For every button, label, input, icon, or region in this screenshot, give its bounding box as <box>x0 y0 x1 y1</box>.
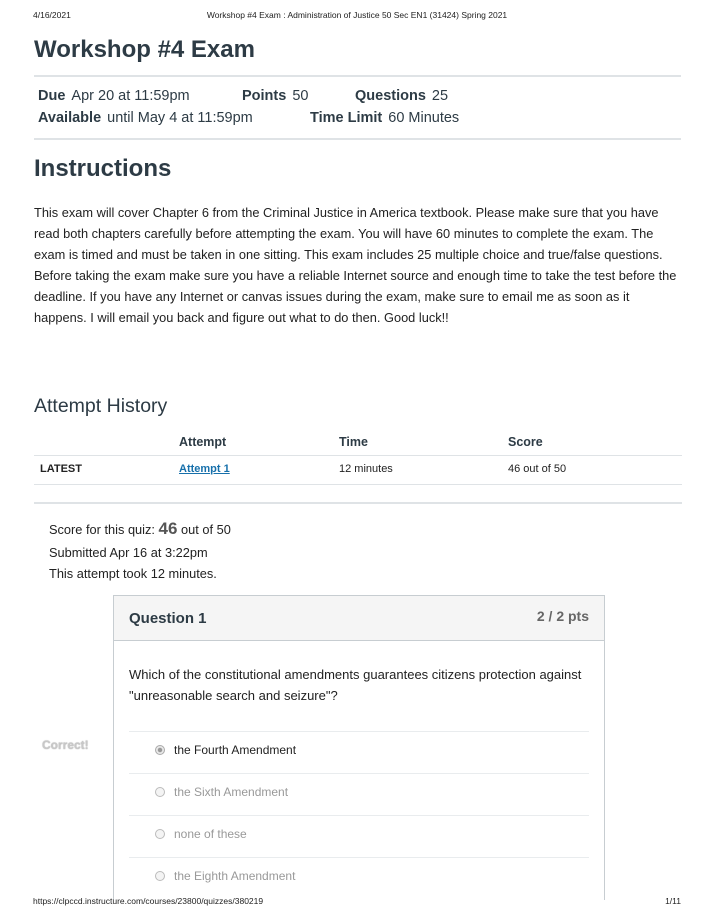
answer-divider <box>129 731 589 732</box>
radio-button[interactable] <box>155 787 165 797</box>
answer-divider <box>129 857 589 858</box>
answer-option <box>129 731 589 771</box>
time-limit-label: Time Limit <box>310 110 383 126</box>
points-value: 50 <box>292 88 309 104</box>
time-limit-value: 60 Minutes <box>388 110 460 126</box>
available-value: until May 4 at 11:59pm <box>107 110 253 126</box>
answer-option <box>129 815 589 855</box>
quiz-score <box>49 519 231 539</box>
answer-text: the Sixth Amendment <box>174 785 289 799</box>
question-title: Question 1 <box>129 610 207 627</box>
available-label: Available <box>38 110 102 126</box>
instructions-title: Instructions <box>34 155 172 182</box>
print-document-title: Workshop #4 Exam : Administration of Justice 50 Sec EN1 (31424) Spring 2021 <box>206 10 508 20</box>
points-label: Points <box>242 88 287 104</box>
score-suffix: out of 50 <box>181 522 231 537</box>
answer-text: the Eighth Amendment <box>174 869 296 883</box>
time-limit-info <box>310 110 459 126</box>
attempt-history-title: Attempt History <box>34 395 168 417</box>
question-card <box>113 595 605 900</box>
attempt-time: 12 minutes <box>339 463 393 475</box>
radio-button[interactable] <box>155 829 165 839</box>
score-prefix: Score for this quiz: <box>49 522 155 537</box>
question-text: Which of the constitutional amendments guarantees citizens protection against "unreasonable search and seizure"? <box>129 667 582 703</box>
points-info <box>242 88 308 104</box>
print-date: 4/16/2021 <box>33 10 71 20</box>
questions-value: 25 <box>431 88 449 104</box>
page-title: Workshop #4 Exam <box>34 36 255 63</box>
table-divider <box>34 484 682 485</box>
attempt-1-link[interactable]: Attempt 1 <box>179 463 230 475</box>
answer-text: none of these <box>174 827 247 841</box>
column-header-time: Time <box>339 435 368 449</box>
print-url: https://clpccd.instructure.com/courses/23800/quizzes/380219 <box>33 896 264 906</box>
answer-text: the Fourth Amendment <box>174 743 297 757</box>
due-value: Apr 20 at 11:59pm <box>71 88 190 104</box>
answer-option <box>129 773 589 813</box>
column-header-score: Score <box>508 435 543 449</box>
available-info <box>38 110 253 126</box>
score-value: 46 <box>158 519 178 538</box>
answer-divider <box>129 815 589 816</box>
questions-info <box>355 88 448 104</box>
attempt-score: 46 out of 50 <box>508 463 567 475</box>
instructions-body: This exam will cover Chapter 6 from the Criminal Justice in America textbook. Please make sure that you have read both chapters carefully before attempting the exam. You will have 60 minutes to complete the exam. The exam is timed and must be taken in one sitting. This exam includes 25 multiple choice and true/false questions. Before taking the exam make sure you have a reliable Internet source and enough time to take the test before the deadline. If you have any Internet or canvas issues during the exam, make sure to email me as soon as it happens. I will email you back and figure out what to do then. Good luck!! <box>34 205 677 325</box>
radio-button[interactable] <box>155 871 165 881</box>
answer-divider <box>129 773 589 774</box>
due-label: Due <box>38 88 66 104</box>
print-page-number: 1/11 <box>665 896 681 906</box>
table-divider <box>34 502 682 504</box>
duration-text: This attempt took 12 minutes. <box>49 566 217 581</box>
questions-label: Questions <box>355 88 426 104</box>
question-header <box>114 596 604 641</box>
divider <box>34 75 681 77</box>
table-divider <box>34 455 682 456</box>
answer-option <box>129 857 589 897</box>
divider <box>34 138 681 140</box>
latest-tag: LATEST <box>40 463 82 475</box>
question-points: 2 / 2 pts <box>536 608 589 624</box>
radio-button-selected[interactable] <box>155 745 165 755</box>
due-info <box>38 88 190 104</box>
column-header-attempt: Attempt <box>179 435 227 449</box>
correct-answer-label: Correct! <box>42 738 89 752</box>
submitted-text: Submitted Apr 16 at 3:22pm <box>49 545 208 560</box>
